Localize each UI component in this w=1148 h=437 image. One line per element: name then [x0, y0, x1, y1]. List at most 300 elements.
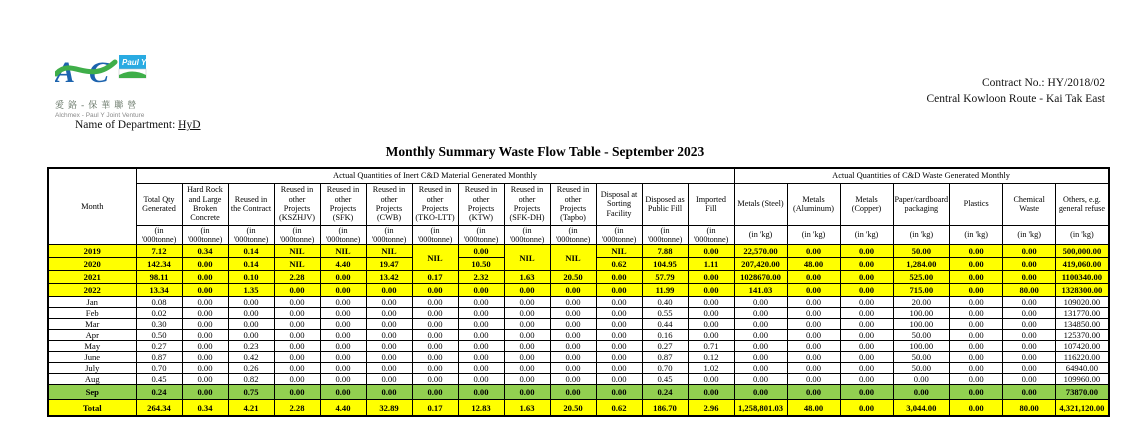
table-cell: 0.00: [366, 341, 412, 352]
table-cell: 73870.00: [1056, 385, 1109, 400]
table-cell: 0.00: [596, 385, 642, 400]
table-cell: 0.00: [504, 352, 550, 363]
table-cell: 0.00: [1003, 297, 1056, 308]
column-header: Reused in other Projects (KTW): [458, 183, 504, 225]
table-cell: 0.00: [182, 374, 228, 385]
table-row-aug: [48, 374, 1109, 385]
table-cell: 0.00: [274, 284, 320, 297]
table-cell: 2.96: [688, 400, 734, 416]
table-cell: 0.00: [458, 319, 504, 330]
table-cell: 0.00: [596, 308, 642, 319]
table-cell: 0.00: [412, 363, 458, 374]
table-row-may: [48, 341, 1109, 352]
table-cell: 0.00: [840, 400, 893, 416]
table-cell: 0.00: [596, 319, 642, 330]
table-cell: 4.40: [320, 258, 366, 271]
column-unit: (in '000tonne): [504, 225, 550, 245]
table-cell: 19.47: [366, 258, 412, 271]
table-cell: 20.50: [550, 271, 596, 284]
column-header: Reused in other Projects (KSZHJV): [274, 183, 320, 225]
table-cell: 2.28: [274, 400, 320, 416]
table-cell: 0.00: [950, 330, 1003, 341]
table-cell: 0.00: [596, 363, 642, 374]
table-cell: 0.00: [1003, 258, 1056, 271]
column-unit: (in '000tonne): [642, 225, 688, 245]
row-label: Apr: [48, 330, 136, 341]
table-cell: 0.00: [504, 341, 550, 352]
table-cell: 0.00: [320, 341, 366, 352]
table-cell: 100.00: [893, 308, 950, 319]
logo-subtitle: Alchmex - Paul Y Joint Venture: [55, 112, 145, 119]
table-row-2021: [48, 271, 1109, 284]
waste-flow-table: [47, 167, 1110, 417]
row-label: Mar: [48, 319, 136, 330]
column-header: Hard Rock and Large Broken Concrete: [182, 183, 228, 225]
table-cell: 0.00: [1003, 363, 1056, 374]
table-cell: NIL: [274, 258, 320, 271]
table-cell: 0.00: [787, 385, 840, 400]
column-unit: (in '000tonne): [320, 225, 366, 245]
table-cell: 0.00: [504, 297, 550, 308]
table-cell: 50.00: [893, 352, 950, 363]
table-cell: 0.45: [136, 374, 182, 385]
table-cell: 0.30: [136, 319, 182, 330]
column-unit: (in '000tonne): [136, 225, 182, 245]
table-cell: 0.00: [458, 374, 504, 385]
table-cell: 48.00: [787, 258, 840, 271]
contract-info: [927, 76, 1105, 107]
table-cell: 0.00: [274, 308, 320, 319]
table-cell: 0.00: [1003, 319, 1056, 330]
table-cell: 0.00: [274, 341, 320, 352]
table-cell: 0.00: [412, 341, 458, 352]
table-cell: 0.00: [734, 352, 787, 363]
table-row-total: [48, 400, 1109, 416]
table-cell: 0.62: [596, 258, 642, 271]
table-cell: 0.00: [458, 330, 504, 341]
table-cell: 0.00: [596, 284, 642, 297]
table-cell: NIL: [550, 245, 596, 271]
table-cell: 50.00: [893, 245, 950, 258]
column-header: Metals (Steel): [734, 183, 787, 225]
table-cell: 0.00: [688, 284, 734, 297]
table-cell: 0.00: [182, 284, 228, 297]
table-cell: 0.26: [228, 363, 274, 374]
table-cell: 48.00: [787, 400, 840, 416]
table-cell: 0.00: [1003, 271, 1056, 284]
table-cell: 0.87: [136, 352, 182, 363]
table-cell: 0.00: [840, 374, 893, 385]
table-cell: 134850.00: [1056, 319, 1109, 330]
table-cell: 0.12: [688, 352, 734, 363]
table-cell: 0.00: [688, 308, 734, 319]
table-cell: 525.00: [893, 271, 950, 284]
table-cell: 0.00: [412, 319, 458, 330]
table-cell: 0.00: [412, 284, 458, 297]
table-cell: 0.00: [1003, 352, 1056, 363]
table-cell: 0.00: [734, 374, 787, 385]
row-label: 2022: [48, 284, 136, 297]
table-cell: 0.00: [734, 385, 787, 400]
table-cell: 0.00: [950, 385, 1003, 400]
table-cell: 0.00: [950, 245, 1003, 258]
table-cell: 0.00: [182, 363, 228, 374]
column-header: Metals (Copper): [840, 183, 893, 225]
table-cell: 0.00: [550, 385, 596, 400]
table-cell: 0.00: [840, 308, 893, 319]
table-cell: 0.00: [504, 330, 550, 341]
table-cell: 0.00: [320, 363, 366, 374]
column-header: Plastics: [950, 183, 1003, 225]
table-cell: 0.00: [950, 363, 1003, 374]
contract-number: Contract No.: HY/2018/02: [982, 77, 1105, 89]
table-row-jan: [48, 297, 1109, 308]
column-unit: (in 'kg): [950, 225, 1003, 245]
row-label: Feb: [48, 308, 136, 319]
table-cell: 0.00: [274, 374, 320, 385]
table-cell: 0.17: [412, 400, 458, 416]
table-cell: 0.00: [550, 352, 596, 363]
table-cell: 0.00: [366, 363, 412, 374]
table-row-sep: [48, 385, 1109, 400]
table-cell: 0.00: [840, 330, 893, 341]
table-cell: 0.00: [950, 271, 1003, 284]
table-cell: 0.00: [366, 352, 412, 363]
table-cell: 0.00: [688, 271, 734, 284]
table-cell: 0.00: [787, 284, 840, 297]
table-cell: 0.00: [228, 308, 274, 319]
table-cell: 0.62: [596, 400, 642, 416]
table-cell: 0.00: [787, 363, 840, 374]
column-unit: (in 'kg): [840, 225, 893, 245]
table-cell: 0.00: [182, 297, 228, 308]
paul-y-badge-text: Paul Y: [122, 58, 147, 67]
table-cell: 0.00: [228, 319, 274, 330]
table-cell: 0.00: [550, 297, 596, 308]
table-cell: 0.00: [182, 271, 228, 284]
table-cell: 0.82: [228, 374, 274, 385]
table-cell: 0.00: [228, 297, 274, 308]
department-line: [75, 119, 201, 131]
table-cell: 0.00: [412, 352, 458, 363]
table-cell: 32.89: [366, 400, 412, 416]
table-cell: 0.00: [787, 308, 840, 319]
table-cell: 0.00: [182, 319, 228, 330]
table-cell: 0.00: [787, 374, 840, 385]
column-header: Reused in other Projects (CWB): [366, 183, 412, 225]
table-cell: 0.00: [412, 385, 458, 400]
table-cell: 0.00: [787, 341, 840, 352]
table-cell: 107420.00: [1056, 341, 1109, 352]
table-cell: 0.08: [136, 297, 182, 308]
table-cell: 0.00: [1003, 385, 1056, 400]
table-cell: 7.12: [136, 245, 182, 258]
table-cell: 3,044.00: [893, 400, 950, 416]
table-cell: 0.27: [136, 341, 182, 352]
table-cell: 0.00: [734, 308, 787, 319]
department-label: Name of Department:: [75, 119, 176, 131]
column-unit: (in '000tonne): [458, 225, 504, 245]
table-cell: 0.00: [504, 308, 550, 319]
table-cell: 0.00: [596, 352, 642, 363]
table-cell: 0.00: [274, 297, 320, 308]
table-cell: 0.00: [787, 319, 840, 330]
row-label: June: [48, 352, 136, 363]
table-cell: 419,060.00: [1056, 258, 1109, 271]
column-header: Imported Fill: [688, 183, 734, 225]
table-cell: 0.00: [950, 258, 1003, 271]
table-cell: 0.10: [228, 271, 274, 284]
table-cell: 0.00: [458, 297, 504, 308]
table-cell: 20.50: [550, 400, 596, 416]
column-header: Reused in other Projects (SFK): [320, 183, 366, 225]
table-cell: 0.00: [950, 400, 1003, 416]
table-cell: 0.00: [504, 374, 550, 385]
row-label: July: [48, 363, 136, 374]
table-cell: 22,570.00: [734, 245, 787, 258]
table-cell: 0.00: [504, 363, 550, 374]
table-cell: 4,321,120.00: [1056, 400, 1109, 416]
table-cell: 0.24: [136, 385, 182, 400]
table-cell: 0.00: [596, 341, 642, 352]
table-cell: 0.00: [320, 374, 366, 385]
table-cell: 0.00: [688, 319, 734, 330]
table-cell: 109960.00: [1056, 374, 1109, 385]
column-header: Total Qty Generated: [136, 183, 182, 225]
table-cell: 11.99: [642, 284, 688, 297]
table-cell: 2.28: [274, 271, 320, 284]
table-cell: 50.00: [893, 330, 950, 341]
table-cell: 57.79: [642, 271, 688, 284]
month-column-header: Month: [48, 168, 136, 245]
table-cell: 0.00: [504, 319, 550, 330]
table-cell: 0.00: [688, 330, 734, 341]
column-header: Reused in other Projects (Tapbo): [550, 183, 596, 225]
table-row-2019: [48, 245, 1109, 258]
table-cell: 0.00: [458, 385, 504, 400]
table-cell: 64940.00: [1056, 363, 1109, 374]
table-cell: 0.75: [228, 385, 274, 400]
table-cell: 0.55: [642, 308, 688, 319]
column-unit: (in '000tonne): [228, 225, 274, 245]
table-cell: 0.00: [550, 284, 596, 297]
table-cell: 7.88: [642, 245, 688, 258]
logo-letter-a: A: [55, 56, 76, 89]
column-unit: (in '000tonne): [182, 225, 228, 245]
column-header: Reused in the Contract: [228, 183, 274, 225]
table-cell: 0.00: [596, 297, 642, 308]
row-label: Aug: [48, 374, 136, 385]
table-cell: 0.02: [136, 308, 182, 319]
table-cell: NIL: [366, 245, 412, 258]
column-header: Reused in other Projects (SFK-DH): [504, 183, 550, 225]
table-cell: 0.00: [320, 330, 366, 341]
table-cell: 0.00: [504, 284, 550, 297]
table-cell: 109020.00: [1056, 297, 1109, 308]
table-cell: 0.00: [412, 297, 458, 308]
table-cell: 125370.00: [1056, 330, 1109, 341]
table-cell: 0.00: [550, 341, 596, 352]
table-cell: 0.00: [840, 258, 893, 271]
table-cell: 0.00: [688, 374, 734, 385]
table-cell: 0.00: [950, 341, 1003, 352]
table-cell: 0.00: [366, 284, 412, 297]
table-cell: 0.00: [458, 363, 504, 374]
table-cell: 1.35: [228, 284, 274, 297]
table-cell: 0.00: [320, 352, 366, 363]
table-cell: 1,284.00: [893, 258, 950, 271]
column-unit: (in '000tonne): [688, 225, 734, 245]
table-cell: 0.00: [840, 341, 893, 352]
table-cell: 1028670.00: [734, 271, 787, 284]
table-cell: 100.00: [893, 319, 950, 330]
table-row-july: [48, 363, 1109, 374]
column-unit: (in '000tonne): [596, 225, 642, 245]
company-logo: [55, 54, 185, 119]
table-cell: 0.34: [182, 400, 228, 416]
table-cell: 0.00: [182, 385, 228, 400]
table-cell: 131770.00: [1056, 308, 1109, 319]
table-cell: 0.00: [1003, 330, 1056, 341]
table-cell: 50.00: [893, 363, 950, 374]
table-cell: 0.00: [458, 245, 504, 258]
table-cell: 104.95: [642, 258, 688, 271]
table-cell: 0.00: [458, 352, 504, 363]
table-cell: 0.00: [182, 258, 228, 271]
table-cell: 0.00: [734, 330, 787, 341]
table-cell: 0.00: [182, 308, 228, 319]
table-cell: 0.00: [228, 330, 274, 341]
table-cell: 0.00: [787, 352, 840, 363]
table-cell: 142.34: [136, 258, 182, 271]
table-cell: 0.00: [1003, 308, 1056, 319]
column-unit: (in '000tonne): [366, 225, 412, 245]
table-cell: 10.50: [458, 258, 504, 271]
table-cell: 207,420.00: [734, 258, 787, 271]
table-cell: 0.44: [642, 319, 688, 330]
table-cell: 0.00: [950, 297, 1003, 308]
column-unit: (in 'kg): [893, 225, 950, 245]
table-cell: 0.00: [1003, 341, 1056, 352]
table-cell: NIL: [274, 245, 320, 258]
table-cell: 13.34: [136, 284, 182, 297]
table-cell: 0.00: [787, 245, 840, 258]
table-cell: 0.00: [893, 374, 950, 385]
paul-y-badge-icon: [119, 55, 147, 78]
table-cell: 0.00: [840, 363, 893, 374]
table-cell: 0.14: [228, 245, 274, 258]
table-cell: 0.00: [1003, 374, 1056, 385]
table-cell: 0.00: [320, 271, 366, 284]
table-cell: 1.63: [504, 400, 550, 416]
table-cell: NIL: [504, 245, 550, 271]
table-cell: 98.11: [136, 271, 182, 284]
table-cell: 264.34: [136, 400, 182, 416]
table-cell: 0.00: [366, 319, 412, 330]
table-cell: 116220.00: [1056, 352, 1109, 363]
table-row-feb: [48, 308, 1109, 319]
table-cell: 0.00: [274, 385, 320, 400]
table-cell: 0.00: [274, 363, 320, 374]
table-cell: 0.00: [412, 308, 458, 319]
row-label: May: [48, 341, 136, 352]
table-cell: 80.00: [1003, 400, 1056, 416]
logo-chinese-name: 愛鉻-保華聯營: [55, 101, 141, 111]
column-header: Paper/cardboard packaging: [893, 183, 950, 225]
table-cell: 0.00: [320, 297, 366, 308]
table-cell: 0.00: [950, 374, 1003, 385]
project-name: Central Kowloon Route - Kai Tak East: [926, 92, 1105, 105]
table-cell: 0.00: [274, 352, 320, 363]
table-cell: 0.00: [458, 308, 504, 319]
table-cell: 0.34: [182, 245, 228, 258]
inert-group-header: Actual Quantities of Inert C&D Material Generated Monthly: [136, 168, 734, 183]
table-cell: 0.00: [688, 385, 734, 400]
table-cell: 0.00: [840, 245, 893, 258]
table-cell: 0.16: [642, 330, 688, 341]
table-cell: 0.00: [550, 319, 596, 330]
table-cell: 0.00: [734, 363, 787, 374]
table-cell: 0.00: [893, 385, 950, 400]
table-cell: 20.00: [893, 297, 950, 308]
table-cell: 0.40: [642, 297, 688, 308]
row-label: 2021: [48, 271, 136, 284]
table-cell: 0.00: [550, 374, 596, 385]
table-cell: 0.00: [688, 297, 734, 308]
table-cell: 1100340.00: [1056, 271, 1109, 284]
column-header: Chemical Waste: [1003, 183, 1056, 225]
table-cell: 0.00: [182, 330, 228, 341]
table-cell: 0.00: [458, 284, 504, 297]
table-cell: 0.00: [787, 297, 840, 308]
table-cell: 715.00: [893, 284, 950, 297]
table-cell: 0.23: [228, 341, 274, 352]
table-cell: 0.00: [840, 385, 893, 400]
table-cell: 1.63: [504, 271, 550, 284]
column-unit: (in '000tonne): [274, 225, 320, 245]
table-cell: 0.00: [596, 330, 642, 341]
row-label: Jan: [48, 297, 136, 308]
cd-waste-group-header: Actual Quantities of C&D Waste Generated Monthly: [734, 168, 1109, 183]
table-cell: 0.00: [504, 385, 550, 400]
table-cell: 0.00: [840, 297, 893, 308]
table-cell: 0.00: [840, 284, 893, 297]
table-row-mar: [48, 319, 1109, 330]
table-cell: 0.00: [1003, 245, 1056, 258]
table-cell: 0.00: [366, 385, 412, 400]
table-cell: 0.00: [320, 319, 366, 330]
table-cell: 0.00: [550, 308, 596, 319]
table-cell: 0.00: [950, 319, 1003, 330]
table-cell: 0.00: [840, 352, 893, 363]
table-cell: 1.02: [688, 363, 734, 374]
table-cell: 0.00: [734, 341, 787, 352]
table-cell: 0.00: [734, 297, 787, 308]
table-cell: 0.00: [688, 245, 734, 258]
column-header: Reused in other Projects (TKO-LTT): [412, 183, 458, 225]
column-unit: (in '000tonne): [412, 225, 458, 245]
table-cell: 0.00: [950, 352, 1003, 363]
table-row-apr: [48, 330, 1109, 341]
table-cell: 0.00: [596, 374, 642, 385]
table-cell: 0.00: [182, 352, 228, 363]
table-cell: 1.11: [688, 258, 734, 271]
table-cell: 4.40: [320, 400, 366, 416]
table-cell: 0.00: [458, 341, 504, 352]
table-cell: 186.70: [642, 400, 688, 416]
table-cell: 0.00: [550, 363, 596, 374]
table-cell: 0.00: [366, 374, 412, 385]
